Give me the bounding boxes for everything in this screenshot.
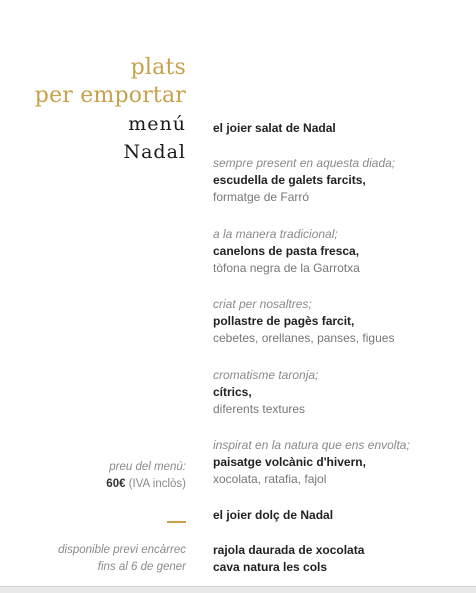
title-dark-line-1: menú <box>128 113 186 135</box>
availability-line-1: disponible previ encàrrec <box>58 544 186 556</box>
course-dish: canelons de pasta fresca, <box>213 244 360 258</box>
course-intro: a la manera tradicional; <box>213 227 338 241</box>
price-amount: 60€ <box>106 478 126 490</box>
price-block <box>106 459 186 493</box>
course-dish: escudella de galets farcits, <box>213 173 366 187</box>
course-dish: paisatge volcànic d'hivern, <box>213 455 366 469</box>
course-dish: cítrics, <box>213 385 252 399</box>
course-desc: cebetes, orellanes, panses, figues <box>213 331 395 345</box>
course-4 <box>213 367 468 418</box>
title-gold-line-1: plats <box>130 55 186 80</box>
course-5 <box>213 437 468 488</box>
price-vat: (IVA inclòs) <box>128 478 186 490</box>
course-desc: diferents textures <box>213 402 306 416</box>
gold-divider <box>167 521 186 523</box>
course-desc: xocolata, ratafia, fajol <box>213 472 327 486</box>
course-intro: criat per nosaltres; <box>213 297 312 311</box>
course-desc: formatge de Farró <box>213 190 310 204</box>
price-value <box>106 476 186 493</box>
title-gold-line-2: per emportar <box>34 83 186 108</box>
course-intro: cromatisme taronja; <box>213 368 319 382</box>
course-desc: tòfona negra de la Garrotxa <box>213 261 360 275</box>
sweet-heading: el joier dolç de Nadal <box>213 508 334 522</box>
sweet-item: rajola daurada de xocolata <box>213 543 365 557</box>
title-dark-line-2: Nadal <box>123 141 186 163</box>
savory-heading: el joier salat de Nadal <box>213 121 336 135</box>
price-label: preu del menú: <box>109 461 186 473</box>
course-intro: sempre present en aquesta diada; <box>213 156 396 170</box>
course-2 <box>213 226 468 277</box>
course-1 <box>213 155 468 206</box>
course-dish: pollastre de pagès farcit, <box>213 314 355 328</box>
availability-note <box>58 542 186 576</box>
course-intro: inspirat en la natura que ens envolta; <box>213 438 410 452</box>
availability-line-2: fins al 6 de gener <box>97 561 186 573</box>
sweet-item: cava natura les cols <box>213 560 328 574</box>
sweet-items <box>213 542 468 576</box>
course-3 <box>213 296 468 347</box>
title-block <box>35 54 186 166</box>
